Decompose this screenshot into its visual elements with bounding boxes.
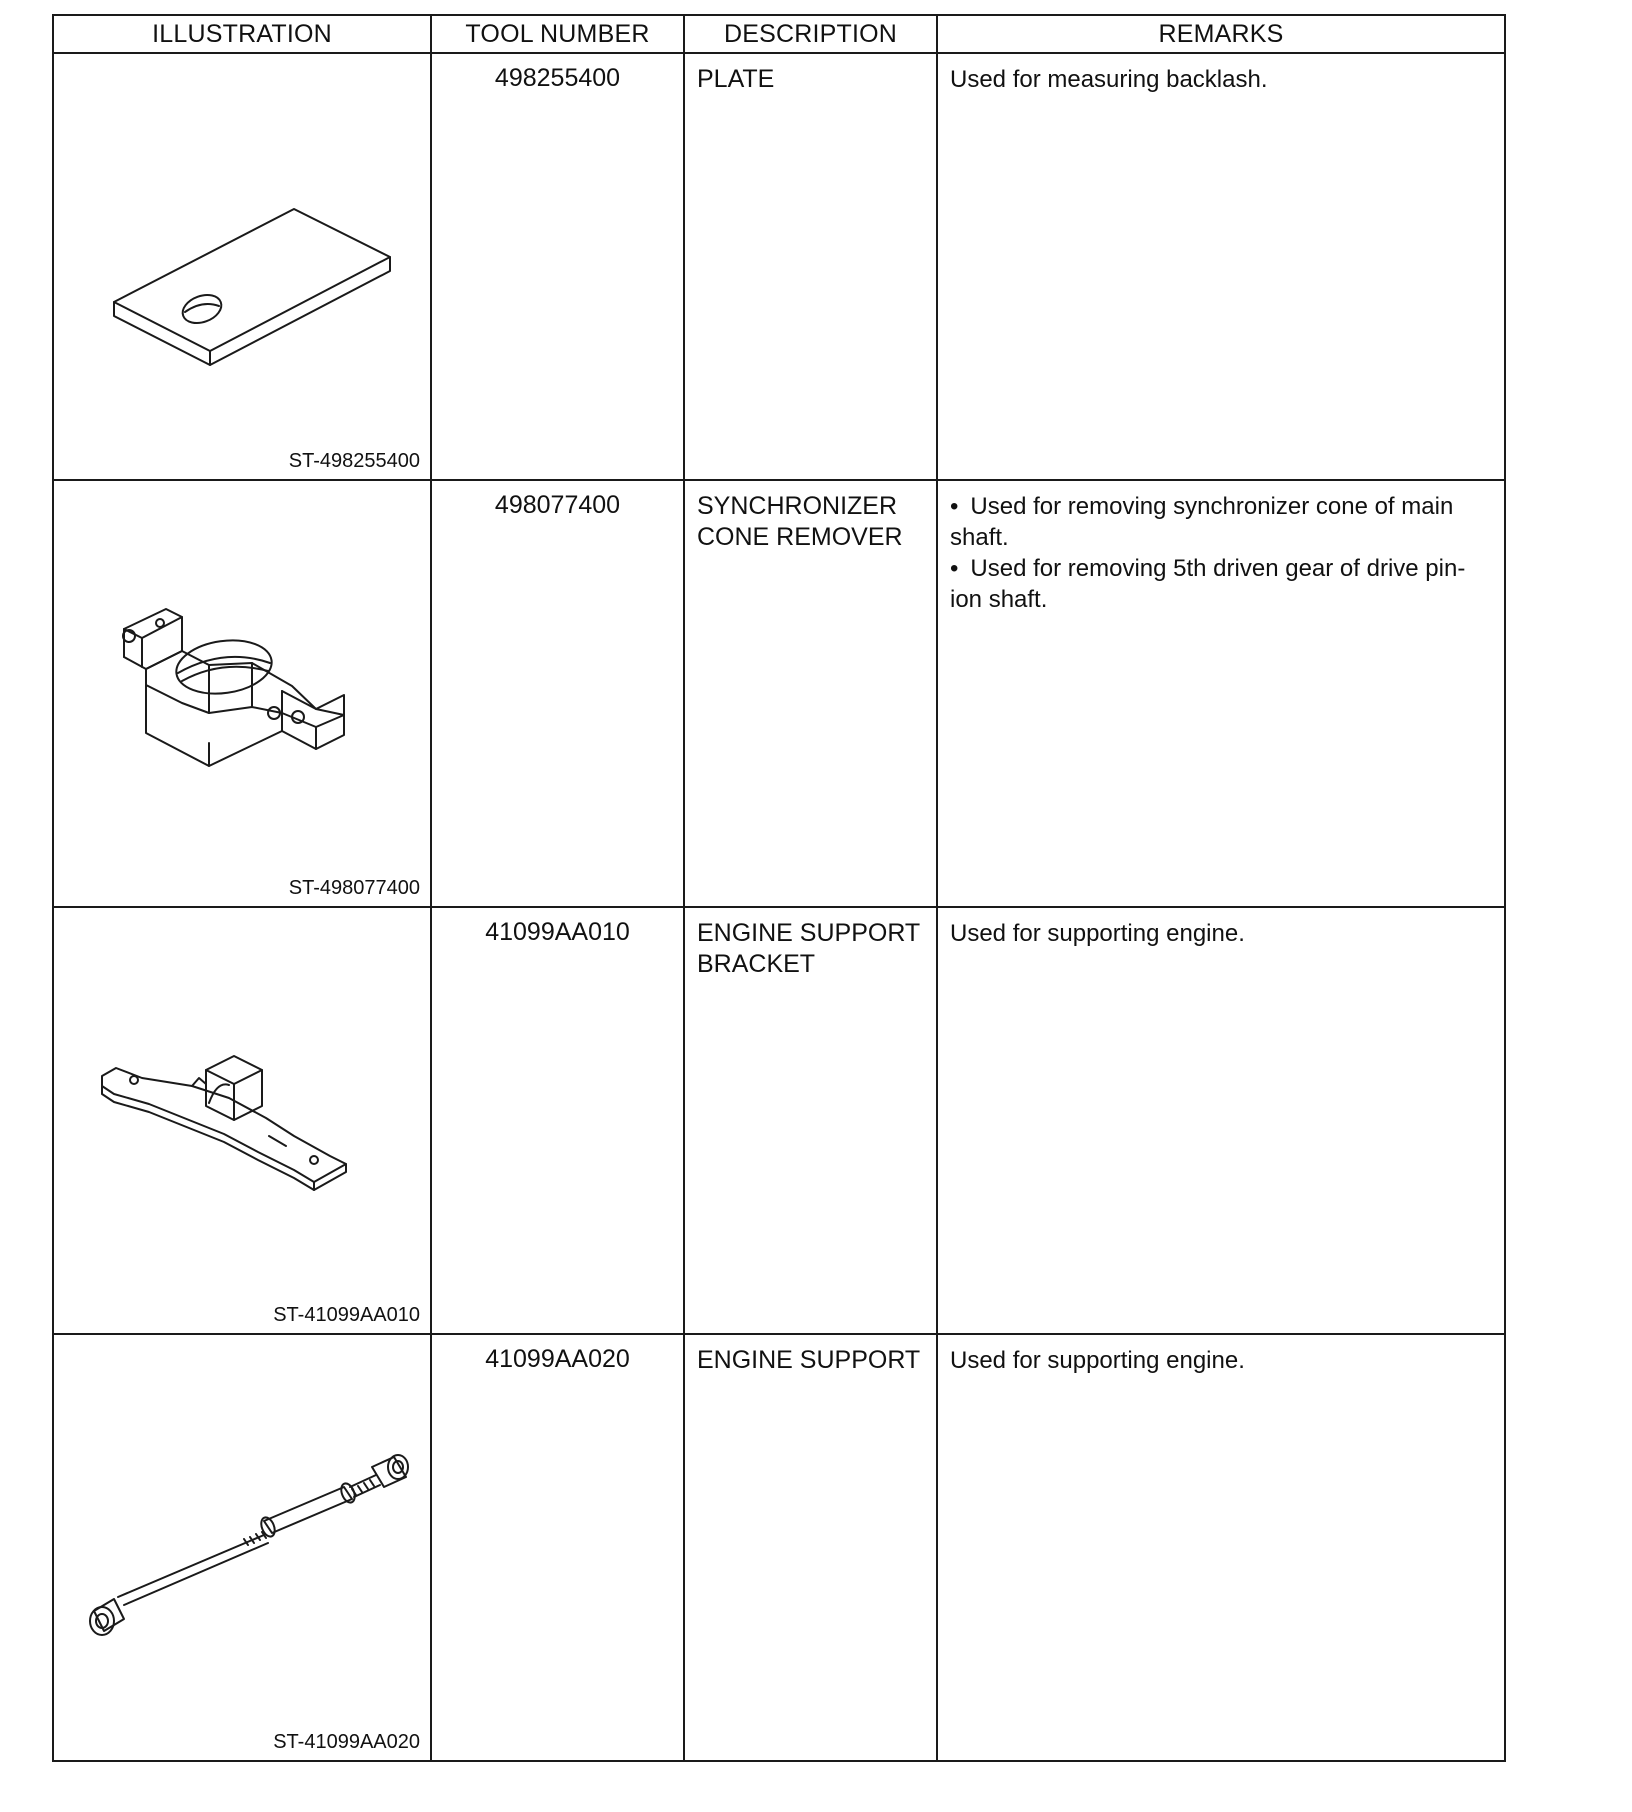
illustration-code: ST-498077400 (288, 877, 420, 899)
header-row (53, 15, 1505, 53)
special-tools-table (52, 14, 1506, 1762)
illustration-code: ST-41099AA020 (273, 1731, 420, 1753)
tool-description: ENGINE SUPPORT BRACKET (684, 907, 937, 1334)
bullet-icon: • (950, 493, 959, 520)
engine-support-illustration (54, 1335, 432, 1750)
table-row (53, 53, 1505, 480)
remark-text: Used for removing synchronizer cone of main shaft. (950, 493, 1454, 551)
tool-remarks (937, 480, 1505, 907)
remark-text: Used for removing 5th driven gear of drive pin- ion shaft. (950, 555, 1466, 613)
tool-description: SYNCHRONIZER CONE REMOVER (684, 480, 937, 907)
engine-support-bracket-illustration (54, 908, 432, 1323)
table-row (53, 1334, 1505, 1761)
table-row (53, 480, 1505, 907)
header-illustration: ILLUSTRATION (53, 15, 431, 53)
illustration-cell (53, 53, 431, 480)
tool-remarks (937, 53, 1505, 480)
header-description: DESCRIPTION (684, 15, 937, 53)
illustration-cell (53, 907, 431, 1334)
list-item (950, 553, 1494, 615)
header-remarks: REMARKS (937, 15, 1505, 53)
illustration-code: ST-498255400 (288, 450, 420, 472)
tool-remarks (937, 1334, 1505, 1761)
plate-illustration (54, 54, 432, 469)
remarks-list (950, 491, 1494, 615)
header-tool-number: TOOL NUMBER (431, 15, 684, 53)
list-item (950, 491, 1494, 553)
synchronizer-cone-remover-illustration (54, 481, 432, 896)
illustration-cell (53, 1334, 431, 1761)
tool-remarks (937, 907, 1505, 1334)
table-row (53, 907, 1505, 1334)
tool-number: 41099AA010 (431, 907, 684, 1334)
remark-text: Used for supporting engine. (950, 920, 1245, 947)
bullet-icon: • (950, 555, 959, 582)
illustration-code: ST-41099AA010 (273, 1304, 420, 1326)
tool-number: 41099AA020 (431, 1334, 684, 1761)
remark-text: Used for supporting engine. (950, 1347, 1245, 1374)
tool-number: 498255400 (431, 53, 684, 480)
tool-description: ENGINE SUPPORT (684, 1334, 937, 1761)
tool-description: PLATE (684, 53, 937, 480)
illustration-cell (53, 480, 431, 907)
tool-number: 498077400 (431, 480, 684, 907)
remark-text: Used for measuring backlash. (950, 66, 1268, 93)
